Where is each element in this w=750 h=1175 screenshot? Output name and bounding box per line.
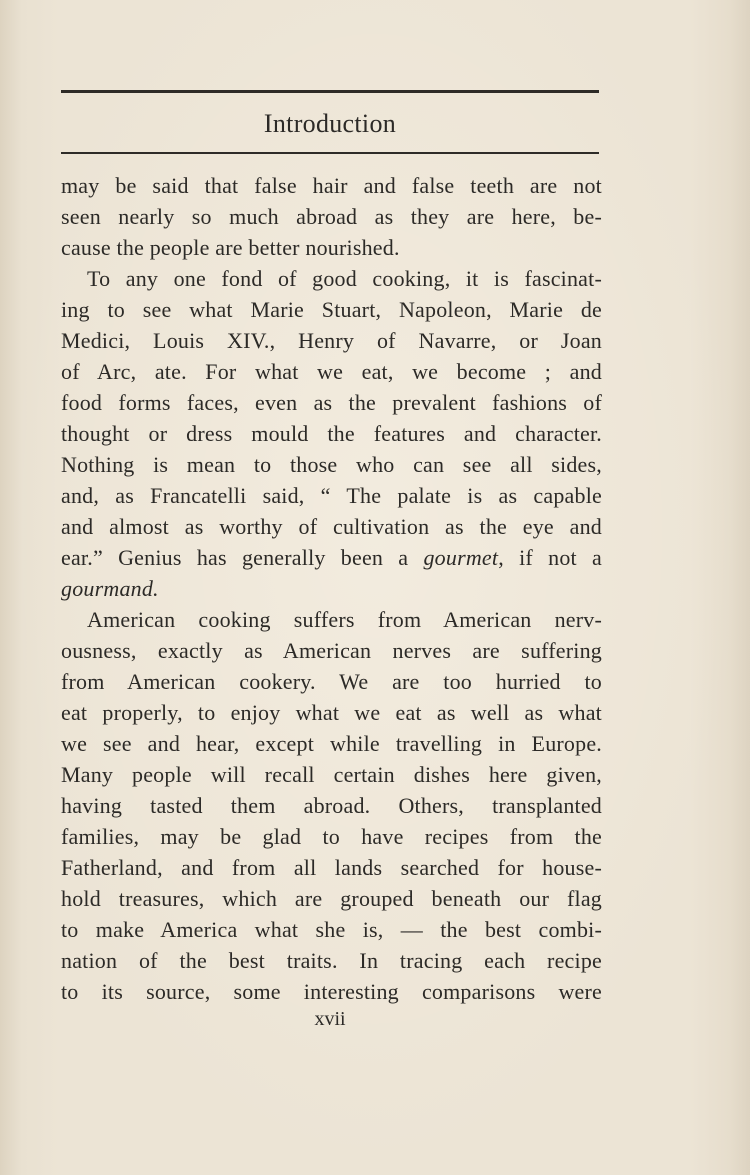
text-line: to its source, some interesting comparisons were [61,979,602,1004]
text-line: Many people will recall certain dishes here given, [61,762,602,787]
text-line: of Arc, ate. For what we eat, we become ; and [61,359,602,384]
text-line: ing to see what Marie Stuart, Napoleon, Marie de [61,297,602,322]
text-line: thought or dress mould the features and character. [61,421,602,446]
text-line: food forms faces, even as the prevalent fashions of [61,390,602,415]
italic-word-gourmet: gourmet [423,545,499,570]
header-rule-top [61,90,599,93]
text-fragment: ear.” Genius has generally been a [61,545,424,570]
text-line: Medici, Louis XIV., Henry of Navarre, or Joan [61,328,602,353]
text-line: from American cookery. We are too hurried to [61,669,602,694]
text-line: to make America what she is, — the best combi- [61,917,602,942]
italic-word-gourmand: gourmand. [61,576,159,601]
text-line: having tasted them abroad. Others, transplanted [61,793,602,818]
header-rule-bottom [61,152,599,154]
text-line: nation of the best traits. In tracing each recipe [61,948,602,973]
text-line: may be said that false hair and false teeth are not [61,173,602,198]
text-line: eat properly, to enjoy what we eat as well as what [61,700,602,725]
text-line: seen nearly so much abroad as they are here, be- [61,204,602,229]
text-line: we see and hear, except while travelling in Europe. [61,731,602,756]
text-line-with-italics [61,542,602,573]
page-number: xvii [314,1008,346,1030]
text-line: Fatherland, and from all lands searched for house- [61,855,602,880]
text-line: cause the people are better nourished. [61,235,400,260]
text-line: American cooking suffers from American nerv- [87,607,602,632]
text-line: and, as Francatelli said, “ The palate is as capable [61,483,602,508]
text-line: Nothing is mean to those who can see all sides, [61,452,602,477]
text-fragment: , if not a [498,545,602,570]
text-line: families, may be glad to have recipes from the [61,824,602,849]
text-line: and almost as worthy of cultivation as the eye and [61,514,602,539]
text-line-italic [61,573,602,604]
body-text [61,170,602,1007]
running-head: Introduction [263,109,397,138]
text-line: ousness, exactly as American nerves are suffering [61,638,602,663]
text-line: hold treasures, which are grouped beneath our flag [61,886,602,911]
text-line: To any one fond of good cooking, it is fascinat- [87,266,602,291]
